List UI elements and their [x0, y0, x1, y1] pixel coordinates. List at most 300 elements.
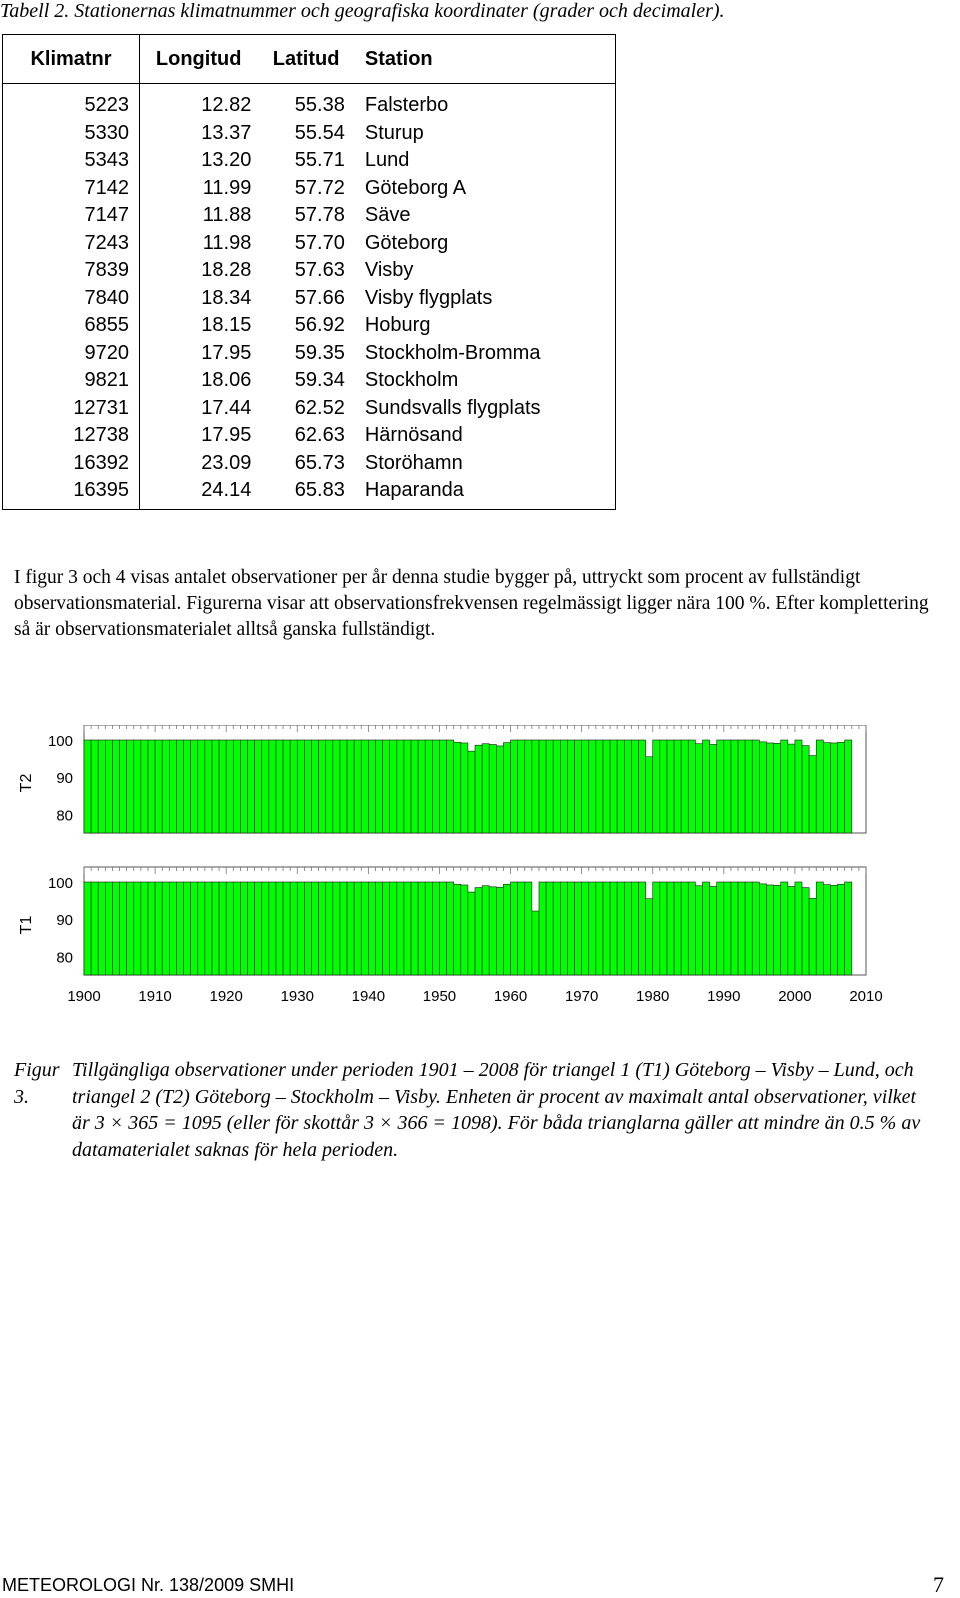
- bar: [489, 887, 496, 975]
- bar: [745, 740, 752, 833]
- y-tick-label: 100: [47, 875, 73, 892]
- series-label-t2: T2: [18, 773, 35, 793]
- bar: [418, 740, 425, 833]
- x-tick-label: 1930: [280, 988, 314, 1005]
- cell-klimatnr: 9720: [3, 340, 140, 368]
- bar: [639, 882, 646, 975]
- cell-longitud: 17.95: [201, 424, 252, 447]
- bar: [454, 884, 461, 975]
- bar: [432, 740, 439, 833]
- bar: [582, 882, 589, 975]
- bar: [589, 740, 596, 833]
- bar: [631, 740, 638, 833]
- bar: [610, 882, 617, 975]
- cell-station: Storöhamn: [364, 451, 463, 474]
- bar: [368, 882, 375, 975]
- bar: [240, 740, 247, 833]
- bar: [830, 885, 837, 975]
- bar: [354, 882, 361, 975]
- bar: [91, 882, 98, 975]
- bar: [809, 756, 816, 833]
- x-tick-label: 2010: [849, 988, 883, 1005]
- bar: [496, 746, 503, 833]
- header-klimatnr: Klimatnr: [3, 35, 140, 84]
- bar: [425, 740, 432, 833]
- cell-station: Visby: [364, 259, 414, 282]
- bar: [347, 882, 354, 975]
- bar: [98, 882, 105, 975]
- cell-longitud: 24.14: [201, 479, 252, 502]
- cell-latitud: 57.72: [294, 176, 345, 199]
- bar: [567, 882, 574, 975]
- cell-latitud: 56.92: [294, 314, 345, 337]
- bar: [845, 882, 852, 975]
- bar: [297, 882, 304, 975]
- cell-latitud: 62.52: [294, 396, 345, 419]
- header-latitud: Latitud: [257, 35, 355, 84]
- cell-longitud: 18.06: [201, 369, 252, 392]
- bar: [596, 740, 603, 833]
- cell-klimatnr: 7142: [3, 175, 140, 203]
- bar: [667, 740, 674, 833]
- bar: [802, 888, 809, 975]
- bar: [710, 744, 717, 833]
- cell-klimatnr: 5330: [3, 120, 140, 148]
- bar: [425, 882, 432, 975]
- bar: [639, 740, 646, 833]
- bar: [838, 742, 845, 833]
- bar: [468, 751, 475, 833]
- bar: [418, 882, 425, 975]
- bar: [795, 740, 802, 833]
- table-row: [3, 422, 616, 450]
- bar: [162, 740, 169, 833]
- bar: [98, 740, 105, 833]
- bar: [596, 882, 603, 975]
- cell-latitud: 57.78: [294, 204, 345, 227]
- bar: [326, 740, 333, 833]
- bar: [823, 885, 830, 975]
- header-longitud: Longitud: [140, 35, 258, 84]
- table-row: [3, 340, 616, 368]
- cell-latitud: 65.83: [294, 479, 345, 502]
- bar: [823, 743, 830, 833]
- cell-station: Stockholm: [364, 369, 459, 392]
- bar: [845, 740, 852, 833]
- bar: [205, 740, 212, 833]
- bar: [219, 740, 226, 833]
- bar: [283, 882, 290, 975]
- bar: [482, 744, 489, 833]
- cell-klimatnr: 7839: [3, 257, 140, 285]
- bar: [546, 882, 553, 975]
- series-label-t1: T1: [18, 915, 35, 935]
- cell-station: Lund: [364, 149, 410, 172]
- bar: [738, 740, 745, 833]
- bar: [752, 882, 759, 975]
- bar: [84, 882, 91, 975]
- cell-station: Säve: [364, 204, 411, 227]
- table-row: [3, 285, 616, 313]
- cell-klimatnr: 16392: [3, 450, 140, 478]
- bar: [141, 740, 148, 833]
- y-tick-label: 80: [56, 807, 73, 825]
- bar: [511, 740, 518, 833]
- bar: [340, 882, 347, 975]
- cell-longitud: 11.88: [202, 204, 252, 227]
- bar: [368, 740, 375, 833]
- cell-latitud: 57.63: [294, 259, 345, 282]
- bar: [610, 740, 617, 833]
- bar: [759, 884, 766, 975]
- bar: [319, 740, 326, 833]
- bar: [717, 882, 724, 975]
- bar: [226, 740, 233, 833]
- cell-longitud: 17.95: [201, 341, 252, 364]
- bar: [162, 882, 169, 975]
- cell-klimatnr: 7147: [3, 202, 140, 230]
- bar: [148, 882, 155, 975]
- bar: [169, 882, 176, 975]
- bar: [624, 740, 631, 833]
- bar: [695, 886, 702, 975]
- bar: [717, 740, 724, 833]
- bar: [148, 740, 155, 833]
- bar: [560, 882, 567, 975]
- bar: [518, 882, 525, 975]
- cell-latitud: 62.63: [294, 424, 345, 447]
- bar: [525, 740, 532, 833]
- bar: [695, 744, 702, 833]
- bar: [461, 743, 468, 833]
- cell-station: Göteborg: [364, 231, 449, 254]
- bar: [304, 740, 311, 833]
- bar: [774, 743, 781, 833]
- bar: [233, 882, 240, 975]
- footer-journal: METEOROLOGI Nr. 138/2009 SMHI: [2, 1575, 295, 1595]
- bar: [105, 882, 112, 975]
- figure-caption-text: Tillgängliga observationer under perioden 1901 – 2008 för triangel 1 (T1) Göteborg – Visby – Lund, och triangel 2 (T2) Göteborg – Stockholm – Visby. Enheten är procent av maximalt antal observationer, vilket är 3 × 365 = 1095 (eller för skottår 3 × 366 = 1098). För båda trianglarna gäller att mindre än 0.5 % av datamaterialet saknas för hela perioden.: [72, 1059, 921, 1161]
- bar: [802, 746, 809, 833]
- bar: [738, 882, 745, 975]
- cell-latitud: 59.34: [294, 369, 345, 392]
- bar: [155, 882, 162, 975]
- bar: [710, 886, 717, 975]
- bar: [397, 882, 404, 975]
- bar: [120, 882, 127, 975]
- x-tick-label: 1960: [493, 988, 528, 1005]
- bar: [646, 757, 653, 833]
- bar: [233, 740, 240, 833]
- cell-longitud: 13.20: [201, 149, 252, 172]
- bar: [816, 740, 823, 833]
- y-tick-label: 90: [56, 912, 73, 930]
- bar: [795, 882, 802, 975]
- bar: [681, 882, 688, 975]
- table-row: [3, 230, 616, 258]
- bar: [624, 882, 631, 975]
- figure-label: Figur 3.: [14, 1059, 60, 1108]
- bar: [176, 740, 183, 833]
- bar: [766, 743, 773, 833]
- bar: [575, 740, 582, 833]
- bar: [404, 740, 411, 833]
- bar: [198, 882, 205, 975]
- table-row: [3, 84, 616, 120]
- bar: [660, 740, 667, 833]
- table-row: [3, 147, 616, 175]
- cell-klimatnr: 12738: [3, 422, 140, 450]
- bar: [752, 740, 759, 833]
- table-row: [3, 202, 616, 230]
- bar: [439, 882, 446, 975]
- bar: [212, 882, 219, 975]
- cell-station: Sturup: [364, 121, 424, 144]
- table-row: [3, 175, 616, 203]
- cell-klimatnr: 7840: [3, 285, 140, 313]
- cell-longitud: 18.15: [201, 314, 252, 337]
- cell-longitud: 11.98: [202, 231, 252, 254]
- bar: [354, 740, 361, 833]
- cell-latitud: 65.73: [294, 451, 345, 474]
- bar: [127, 882, 134, 975]
- panel-t2: [18, 725, 866, 833]
- bar: [383, 882, 390, 975]
- bar: [84, 740, 91, 833]
- bar: [688, 882, 695, 975]
- bar: [482, 886, 489, 975]
- x-tick-label: 2000: [778, 988, 812, 1005]
- bar: [91, 740, 98, 833]
- bar: [105, 740, 112, 833]
- bar: [496, 887, 503, 975]
- bar: [681, 740, 688, 833]
- bar: [191, 740, 198, 833]
- bar: [688, 740, 695, 833]
- bar: [781, 740, 788, 833]
- bar: [248, 882, 255, 975]
- bar: [667, 882, 674, 975]
- bar: [120, 740, 127, 833]
- cell-latitud: 55.54: [294, 121, 345, 144]
- bar: [603, 882, 610, 975]
- bar: [176, 882, 183, 975]
- cell-station: Stockholm-Bromma: [364, 341, 541, 364]
- table-row: [3, 450, 616, 478]
- bar: [702, 740, 709, 833]
- bar: [575, 882, 582, 975]
- bar: [830, 743, 837, 833]
- bar: [262, 882, 269, 975]
- bar: [390, 882, 397, 975]
- cell-longitud: 18.28: [201, 259, 252, 282]
- bar: [838, 884, 845, 975]
- bar: [788, 744, 795, 833]
- bar: [191, 882, 198, 975]
- bar: [290, 740, 297, 833]
- bar: [475, 745, 482, 833]
- bar: [326, 882, 333, 975]
- table-row: [3, 367, 616, 395]
- bar: [397, 740, 404, 833]
- cell-klimatnr: 7243: [3, 230, 140, 258]
- cell-klimatnr: 9821: [3, 367, 140, 395]
- bar: [546, 740, 553, 833]
- bar: [653, 740, 660, 833]
- panel-t1: [18, 867, 866, 975]
- bar: [276, 882, 283, 975]
- cell-station: Hoburg: [364, 314, 431, 337]
- bar: [169, 740, 176, 833]
- station-table: [2, 34, 616, 510]
- bar: [788, 886, 795, 975]
- bar: [134, 740, 141, 833]
- x-tick-label: 1970: [564, 988, 599, 1005]
- cell-station: Falsterbo: [364, 94, 449, 117]
- bar: [255, 740, 262, 833]
- bar: [127, 740, 134, 833]
- bar: [745, 882, 752, 975]
- bar: [646, 899, 653, 975]
- bar: [297, 740, 304, 833]
- cell-longitud: 11.99: [202, 176, 252, 199]
- bar: [674, 740, 681, 833]
- cell-station: Visby flygplats: [364, 286, 493, 309]
- bar: [511, 882, 518, 975]
- cell-longitud: 23.09: [201, 451, 252, 474]
- bar: [255, 882, 262, 975]
- cell-latitud: 55.38: [294, 94, 345, 117]
- bar: [553, 882, 560, 975]
- bar: [198, 740, 205, 833]
- bar: [184, 740, 191, 833]
- bar: [141, 882, 148, 975]
- bar: [653, 882, 660, 975]
- bar: [532, 740, 539, 833]
- cell-longitud: 13.37: [201, 121, 252, 144]
- bar: [503, 743, 510, 833]
- bar: [503, 884, 510, 975]
- bar: [404, 882, 411, 975]
- bar: [347, 740, 354, 833]
- bar: [759, 742, 766, 833]
- bar: [475, 888, 482, 975]
- bar: [134, 882, 141, 975]
- bar: [205, 882, 212, 975]
- bar: [226, 882, 233, 975]
- bar: [532, 911, 539, 975]
- bar: [269, 882, 276, 975]
- cell-latitud: 57.70: [294, 231, 345, 254]
- bar: [447, 740, 454, 833]
- bar: [617, 882, 624, 975]
- table-row: [3, 312, 616, 340]
- cell-klimatnr: 5343: [3, 147, 140, 175]
- y-tick-label: 100: [47, 733, 73, 750]
- page-number: 7: [933, 1572, 944, 1597]
- cell-klimatnr: 16395: [3, 477, 140, 509]
- bar: [311, 740, 318, 833]
- bar: [461, 885, 468, 975]
- bar: [674, 882, 681, 975]
- bar: [240, 882, 247, 975]
- bar: [383, 740, 390, 833]
- bar: [454, 742, 461, 833]
- bar: [539, 882, 546, 975]
- bar: [269, 740, 276, 833]
- table-row: [3, 257, 616, 285]
- bar: [304, 882, 311, 975]
- table-caption: Tabell 2. Stationernas klimatnummer och geografiska koordinater (grader och decimaler).: [0, 0, 725, 22]
- bar: [432, 882, 439, 975]
- cell-station: Haparanda: [364, 479, 464, 502]
- bar: [411, 740, 418, 833]
- bar: [489, 744, 496, 833]
- bar: [411, 882, 418, 975]
- bar: [361, 740, 368, 833]
- table-body: [3, 84, 616, 510]
- bar: [290, 882, 297, 975]
- x-tick-label: 1950: [422, 988, 457, 1005]
- cell-klimatnr: 12731: [3, 395, 140, 423]
- bar: [375, 740, 382, 833]
- table-row: [3, 477, 616, 509]
- bar: [518, 740, 525, 833]
- cell-klimatnr: 6855: [3, 312, 140, 340]
- bar: [361, 882, 368, 975]
- cell-longitud: 12.82: [201, 94, 252, 117]
- bar: [724, 882, 731, 975]
- bar: [589, 882, 596, 975]
- table-header-row: [3, 35, 616, 84]
- bar: [439, 740, 446, 833]
- bar: [660, 882, 667, 975]
- cell-station: Härnösand: [364, 424, 463, 447]
- bar: [155, 740, 162, 833]
- x-tick-label: 1920: [209, 988, 243, 1005]
- cell-station: Göteborg A: [364, 176, 467, 199]
- bar: [731, 882, 738, 975]
- availability-chart: [0, 725, 960, 1025]
- bar: [731, 740, 738, 833]
- bar: [525, 882, 532, 975]
- table-row: [3, 120, 616, 148]
- bar: [603, 740, 610, 833]
- bar: [390, 740, 397, 833]
- bar: [311, 882, 318, 975]
- cell-station: Sundsvalls flygplats: [364, 396, 541, 419]
- x-tick-label: 1990: [707, 988, 741, 1005]
- bar: [112, 740, 119, 833]
- bar: [112, 882, 119, 975]
- bar: [816, 882, 823, 975]
- bar: [340, 740, 347, 833]
- bar: [631, 882, 638, 975]
- cell-longitud: 18.34: [201, 286, 252, 309]
- cell-klimatnr: 5223: [3, 84, 140, 120]
- bar: [212, 740, 219, 833]
- bar: [283, 740, 290, 833]
- cell-latitud: 59.35: [294, 341, 345, 364]
- x-tick-label: 1940: [351, 988, 386, 1005]
- bar: [276, 740, 283, 833]
- bar: [539, 740, 546, 833]
- bar: [375, 882, 382, 975]
- bar: [617, 740, 624, 833]
- bar: [560, 740, 567, 833]
- bar: [724, 740, 731, 833]
- cell-latitud: 57.66: [294, 286, 345, 309]
